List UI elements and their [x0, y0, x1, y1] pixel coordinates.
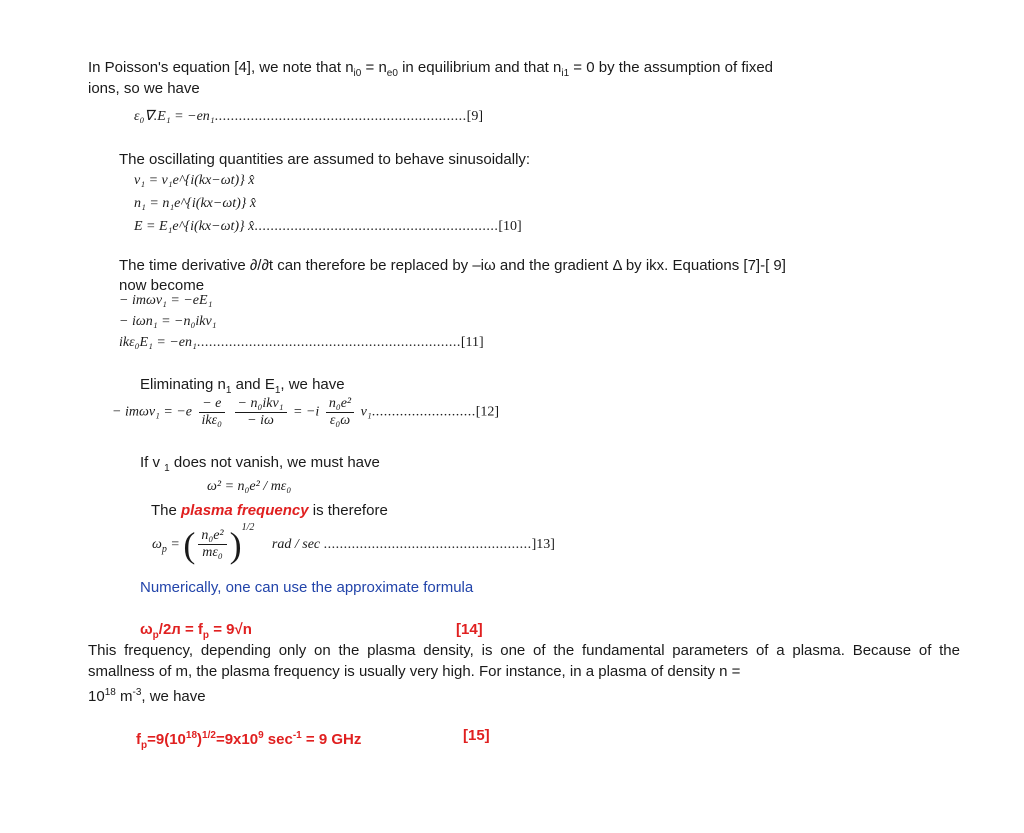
equation-13	[152, 522, 555, 566]
intro-sub-1: i0	[353, 68, 362, 79]
pf-a: The	[151, 502, 182, 519]
eq15-sup2: 1/2	[202, 730, 216, 741]
numerically-text: Numerically, one can use the approximate formula	[140, 579, 474, 596]
pf-term: plasma frequency	[181, 502, 309, 519]
intro-sub-2: e0	[386, 68, 398, 79]
para-sup2: -3	[132, 687, 142, 698]
eq14-a: ω	[140, 621, 153, 638]
eq12-mid: = −i	[293, 404, 320, 420]
eq11-b: − iωn₁ = −n₀ikv₁	[119, 314, 217, 329]
eq10-E: E = E₁e^{i(kx−ωt)} x̂	[134, 219, 255, 234]
eq9-expr: ε₀∇.E₁ = −en₁	[134, 109, 215, 124]
intro-sub-3: i1	[561, 68, 570, 79]
intro-text-d: = 0 by the assumption of fixed	[569, 59, 774, 76]
time-derivative-line-2: now become	[119, 277, 205, 294]
eq15-a: f	[136, 731, 141, 748]
equation-12	[112, 396, 499, 429]
eq15-d: =9x10	[215, 731, 259, 748]
eq13-lhs: ω	[152, 537, 162, 552]
eq10-dots: .............................................................	[254, 219, 499, 234]
intro-line-2: ions, so we have	[88, 80, 200, 97]
time-derivative-line-1: The time derivative ∂/∂t can therefore be replaced by –iω and the gradient Δ by ikx. Equations [7]-[ 9]	[119, 257, 786, 274]
eq12-f1-num: − e	[199, 396, 226, 413]
oscillating-text: The oscillating quantities are assumed to behave sinusoidally:	[119, 151, 531, 168]
eq12-fraction-3	[326, 396, 354, 429]
para-last-b: m	[115, 688, 133, 705]
eq14-c: = 9√n	[209, 621, 252, 638]
eq12-f3-num: n₀e²	[326, 396, 354, 413]
eq13-dots: ....................................................	[323, 537, 532, 552]
para-last-a: 10	[88, 688, 105, 705]
paragraph-last-line	[88, 683, 206, 706]
eq13-den: mε₀	[202, 545, 223, 561]
eq12-f2-num: − n₀ikv₁	[235, 396, 287, 413]
vanish-b: does not vanish, we must have	[169, 454, 380, 471]
eq12-f2-den: − iω	[247, 413, 274, 428]
elim-c: , we have	[280, 376, 345, 393]
vanish-sub: 1	[164, 463, 170, 474]
elim-sub2: 1	[274, 385, 281, 396]
eq10-tag: [10]	[498, 219, 522, 234]
elim-sub1: 1	[225, 385, 232, 396]
paragraph-plasma-frequency	[88, 640, 960, 682]
eq13-paren-close: )	[229, 524, 242, 565]
eq12-f3-den: ε₀ω	[329, 413, 351, 428]
eq15-sub: p	[141, 740, 148, 751]
eq13-exp: 1/2	[241, 522, 255, 533]
equation-10	[134, 219, 522, 235]
eq15-c: )	[197, 731, 203, 748]
eq14-b: /2л = f	[158, 621, 203, 638]
eq12-tail: v₁	[360, 404, 372, 420]
para-sup1: 18	[104, 687, 116, 698]
eq15-f: = 9 GHz	[301, 731, 362, 748]
vanish-a: If v	[140, 454, 165, 471]
eq11-dots: ..................................................................	[196, 335, 461, 350]
eq12-f1-den: ikε₀	[201, 413, 223, 428]
eq13-tag: ]13]	[531, 537, 555, 552]
eq15-sup1: 18	[185, 730, 198, 741]
intro-text-b: = n	[361, 59, 387, 76]
eq10-v: v₁ = v₁e^{i(kx−ωt)} x̂	[134, 173, 255, 188]
eq12-tag: [12]	[475, 404, 500, 420]
eq14-sub2: p	[202, 630, 210, 641]
para-last-c: , we have	[141, 688, 206, 705]
eq15-tag: [15]	[463, 727, 490, 744]
eq15-sup4: -1	[292, 730, 302, 741]
eq12-lhs: − imωv₁ = −e	[112, 404, 193, 420]
intro-text-a: In Poisson's equation [4], we note that n	[88, 59, 354, 76]
equation-11	[119, 335, 484, 351]
eq12-fraction-2	[235, 396, 287, 429]
eq13-fraction	[198, 528, 226, 561]
eq11-a: − imωv₁ = −eE₁	[119, 293, 213, 308]
eq13-num: n₀e²	[198, 528, 226, 545]
omega-squared-equation: ω² = n₀e² / mε₀	[207, 479, 292, 494]
eq15-b: =9(10	[147, 731, 186, 748]
eq12-dots: ..........................	[371, 404, 476, 420]
intro-text-c: in equilibrium and that n	[397, 59, 562, 76]
vanish-text	[140, 453, 380, 478]
eq14-tag: [14]	[456, 621, 483, 638]
elim-a: Eliminating n	[140, 376, 226, 393]
eq12-fraction-1	[199, 396, 226, 429]
equation-9	[134, 108, 483, 125]
eq11-tag: [11]	[460, 335, 484, 350]
equation-15	[136, 726, 361, 755]
eq13-paren-open: (	[183, 524, 196, 565]
eq9-dots: ...............................................................	[214, 109, 467, 124]
eq14-sub1: p	[152, 630, 159, 641]
eq13-lhs-sub: p	[161, 543, 167, 555]
paragraph-text: This frequency, depending only on the plasma density, is one of the fundamental parameters of a plasma. Because of the smallness of m, the plasma frequency is usually very high. For instance, in a plasma of density n =	[88, 642, 960, 680]
plasma-frequency-text	[151, 501, 388, 520]
eq10-n: n₁ = n₁e^{i(kx−ωt)} x̂	[134, 196, 257, 211]
pf-c: is therefore	[308, 502, 388, 519]
eq15-e: sec	[263, 731, 293, 748]
elim-b: and E	[231, 376, 275, 393]
eq13-eq: =	[170, 537, 180, 552]
eq13-unit: rad / sec	[271, 537, 321, 552]
eq11-c: ikε₀E₁ = −en₁	[119, 335, 197, 350]
eq9-tag: [9]	[466, 109, 483, 124]
eq15-sup3: 9	[258, 730, 264, 741]
